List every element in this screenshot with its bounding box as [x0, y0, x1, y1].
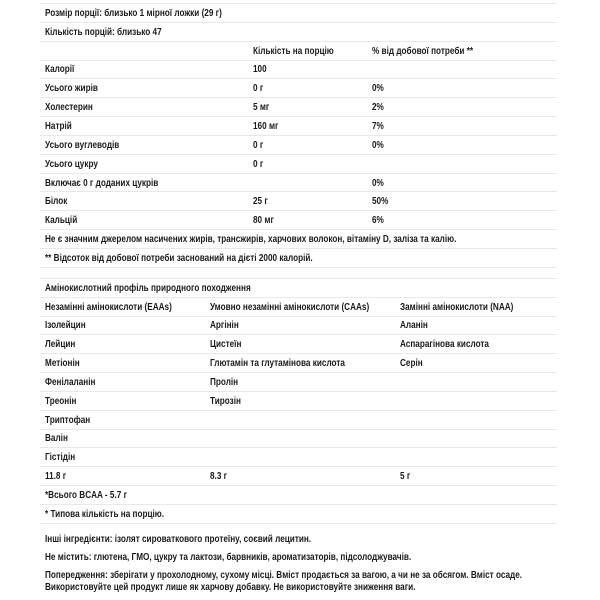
nutrition-row-sodium	[40, 117, 557, 136]
amino-row-7	[40, 430, 557, 449]
amino-caa: Тирозін	[210, 394, 241, 407]
nutrition-header-dv: % від добової потреби **	[372, 44, 474, 57]
nutrient-label: Включає 0 г доданих цукрів	[45, 176, 159, 189]
amino-caa: Пролін	[210, 375, 239, 388]
nutrient-amount: 0 г	[253, 157, 264, 170]
amino-caa-total: 8.3 г	[210, 470, 228, 483]
amino-naa: Аспарагінова кислота	[400, 338, 489, 351]
amino-eaa: Фенілаланін	[45, 375, 96, 388]
nutrition-facts-table	[40, 3, 557, 268]
typical-amount-note: * Типова кількість на порцію.	[45, 507, 165, 520]
amino-header-eaa: Незамінні амінокислоти (EAAs)	[45, 300, 172, 313]
nutrient-amount: 25 г	[253, 195, 268, 208]
nutrient-dv: 6%	[372, 214, 384, 227]
supplement-facts-panel	[40, 3, 557, 593]
amino-eaa: Метіонін	[45, 357, 80, 370]
nutrient-dv: 0%	[372, 138, 384, 151]
nutrient-amount: 80 мг	[253, 214, 274, 227]
nutrition-row-total-carbs	[40, 136, 557, 155]
warning-text: Попередження: зберігати у прохолодному, сухому місці. Вміст продається за вагою, а чи не за обсягом. Вміст осаде. Використовуйте цей продукт лише як харчову добавку. Не використовуйте зниження ваги.	[45, 568, 523, 593]
amino-table-title-row	[40, 279, 557, 298]
amino-row-5	[40, 392, 557, 411]
nutrient-label: Натрій	[45, 119, 72, 132]
nutrient-amount: 160 мг	[253, 119, 279, 132]
section-gap	[40, 268, 557, 278]
amino-eaa-total: 11.8 г	[45, 470, 67, 483]
not-significant-source-note: Не є значним джерелом насичених жирів, трансжирів, харчових волокон, вітаміну D, заліза та калію.	[45, 233, 457, 246]
not-significant-source-note-row	[40, 230, 557, 249]
amino-caa: Глютамін та глутамінова кислота	[210, 357, 345, 370]
nutrition-row-calcium	[40, 211, 557, 230]
servings-count-text: Кількість порцій: близько 47	[45, 25, 162, 38]
daily-value-basis-note: ** Відсоток від добової потреби заснований на дієті 2000 калорій.	[45, 251, 313, 264]
nutrient-amount: 0 г	[253, 82, 264, 95]
servings-count-row	[40, 23, 557, 42]
amino-caa: Аргінін	[210, 319, 239, 332]
nutrition-header-amount: Кількість на порцію	[253, 44, 334, 57]
serving-size-row	[40, 4, 557, 23]
nutrient-label: Білок	[45, 195, 68, 208]
amino-eaa: Триптофан	[45, 413, 91, 426]
nutrient-label: Усього цукру	[45, 157, 98, 170]
amino-row-2	[40, 335, 557, 354]
nutrition-row-total-sugar	[40, 155, 557, 174]
amino-eaa: Ізолейцин	[45, 319, 86, 332]
nutrient-dv: 7%	[372, 119, 384, 132]
other-ingredients-text: Інші інгредієнти: ізолят сироваткового протеїну, соєвий лецитин.	[45, 532, 312, 545]
amino-naa: Аланін	[400, 319, 428, 332]
free-of-text: Не містить: глютена, ГМО, цукру та лактози, барвників, ароматизаторів, підсолоджувачів.	[45, 550, 412, 563]
amino-header-caa: Умовно незамінні амінокислоти (CAAs)	[210, 300, 370, 313]
amino-eaa: Треонін	[45, 394, 77, 407]
nutrient-amount: 100	[253, 63, 267, 76]
amino-caa: Цистеїн	[210, 338, 242, 351]
amino-naa: Серін	[400, 357, 423, 370]
amino-header-row	[40, 298, 557, 317]
nutrient-dv: 50%	[372, 195, 389, 208]
amino-eaa: Валін	[45, 432, 68, 445]
nutrition-row-cholesterol	[40, 98, 557, 117]
nutrient-label: Усього жирів	[45, 82, 98, 95]
nutrition-row-total-fat	[40, 79, 557, 98]
amino-eaa: Гістідін	[45, 451, 76, 464]
typical-amount-row	[40, 505, 557, 524]
nutrition-row-calories	[40, 61, 557, 80]
nutrition-row-added-sugars	[40, 174, 557, 193]
amino-row-4	[40, 373, 557, 392]
amino-eaa: Лейцин	[45, 338, 76, 351]
bcaa-total-row	[40, 486, 557, 505]
amino-totals-row	[40, 467, 557, 486]
bcaa-total-note: *Всього BCAA - 5.7 г	[45, 489, 127, 502]
nutrient-dv: 2%	[372, 101, 384, 114]
amino-acid-table	[40, 278, 557, 524]
nutrient-dv: 0%	[372, 176, 384, 189]
amino-row-6	[40, 411, 557, 430]
nutrient-label: Усього вуглеводів	[45, 138, 120, 151]
amino-row-8	[40, 448, 557, 467]
serving-size-text: Розмір порції: близько 1 мірної ложки (29 г)	[45, 6, 222, 19]
amino-table-title: Амінокислотний профіль природного походження	[45, 281, 251, 294]
nutrient-label: Калорії	[45, 63, 75, 76]
nutrition-row-protein	[40, 192, 557, 211]
nutrient-amount: 0 г	[253, 138, 264, 151]
nutrient-amount: 5 мг	[253, 101, 270, 114]
nutrient-dv: 0%	[372, 82, 384, 95]
amino-header-naa: Замінні амінокислоти (NAA)	[400, 300, 514, 313]
nutrient-label: Кальцій	[45, 214, 78, 227]
amino-row-3	[40, 354, 557, 373]
daily-value-basis-note-row	[40, 249, 557, 268]
nutrient-label: Холестерин	[45, 101, 93, 114]
amino-row-1	[40, 317, 557, 336]
amino-naa-total: 5 г	[400, 470, 411, 483]
nutrition-header-row	[40, 42, 557, 61]
